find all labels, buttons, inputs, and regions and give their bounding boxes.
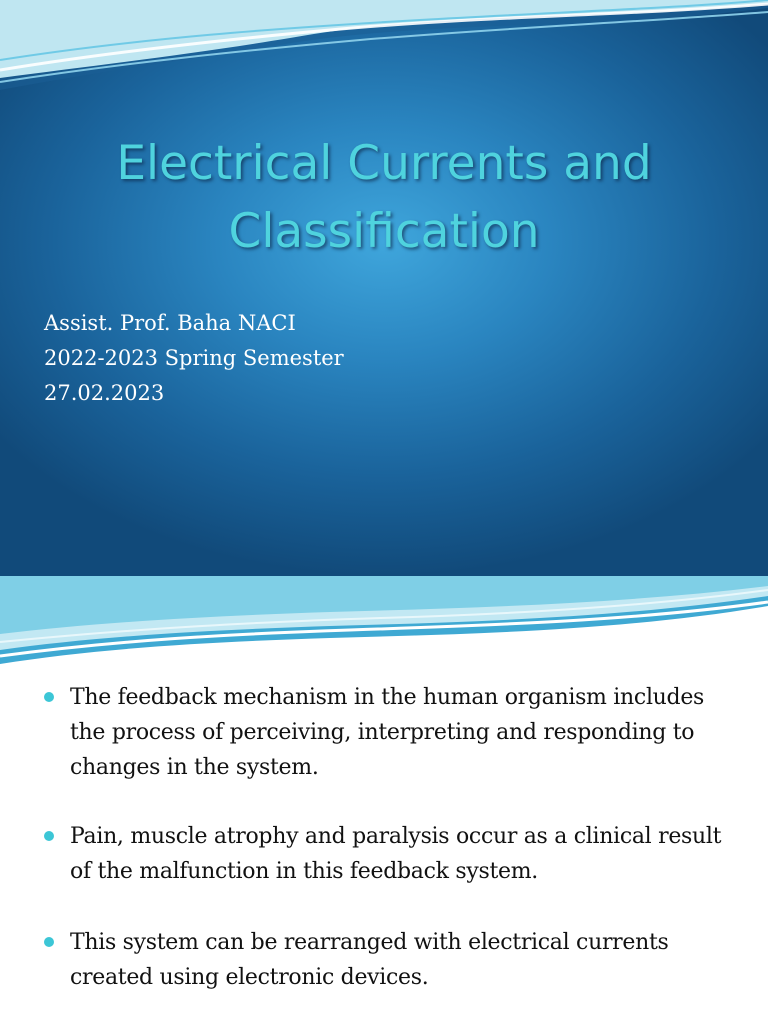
- author-name: Assist. Prof. Baha NACI: [44, 311, 296, 335]
- date: 27.02.2023: [44, 381, 165, 405]
- bullet-text-3: This system can be rearranged with electrical currents created using electronic devices.: [70, 930, 669, 990]
- bullet-item-3: [44, 925, 744, 995]
- bullet-item-2: [44, 819, 744, 889]
- decorative-wave-top: [0, 0, 768, 100]
- decorative-wave-bottom: [0, 576, 768, 676]
- bullet-dot-icon: [44, 937, 54, 947]
- bullet-dot-icon: [44, 692, 54, 702]
- semester: 2022-2023 Spring Semester: [44, 346, 344, 370]
- slide-title-line-1: Electrical Currents and: [116, 136, 652, 191]
- slide-title-line-2: Classification: [228, 204, 540, 259]
- bullet-item-1: [44, 680, 744, 785]
- bullet-text-1: The feedback mechanism in the human organism includes the process of perceiving, interpreting and responding to changes in the system.: [70, 685, 705, 780]
- subtitle-block: [44, 306, 544, 411]
- bullet-list: [44, 680, 744, 1024]
- slide-title: [40, 130, 728, 266]
- bullet-dot-icon: [44, 831, 54, 841]
- content-slide: [0, 576, 768, 1024]
- bullet-text-2: Pain, muscle atrophy and paralysis occur as a clinical result of the malfunction in this feedback system.: [70, 824, 722, 884]
